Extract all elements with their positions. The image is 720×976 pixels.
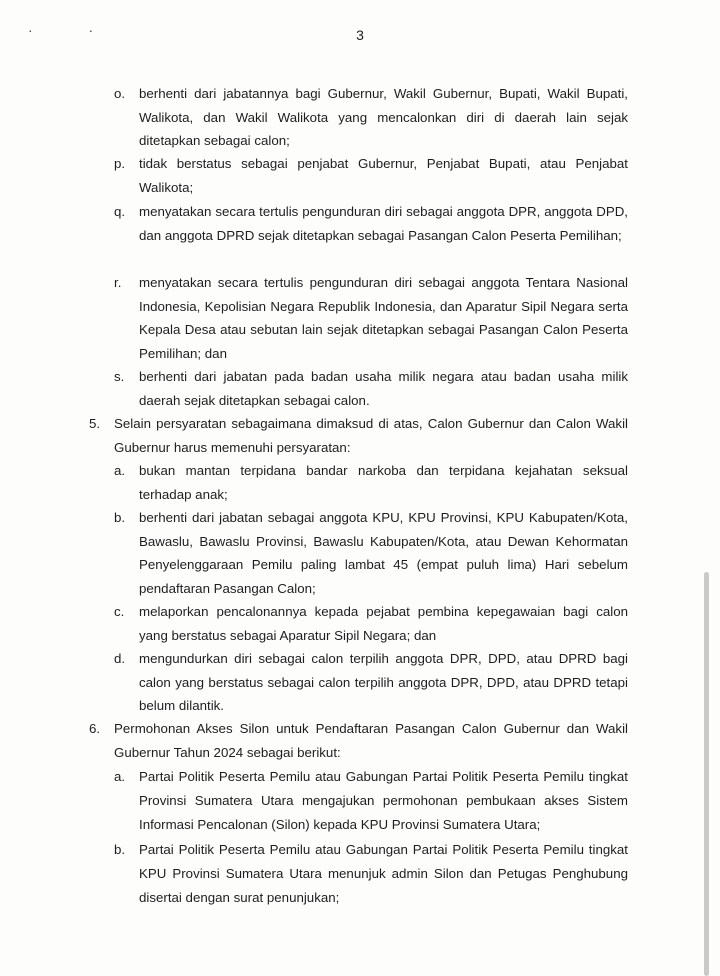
list-item-p bbox=[114, 152, 628, 199]
list-item-5c bbox=[114, 600, 628, 647]
list-item-text: tidak berstatus sebagai penjabat Gubernur, Penjabat Bupati, atau Penjabat Walikota; bbox=[139, 156, 628, 195]
list-item-text: melaporkan pencalonannya kepada pejabat pembina kepegawaian bagi calon yang berstatus sebagai Aparatur Sipil Negara; dan bbox=[139, 604, 628, 643]
top-dots: · · bbox=[28, 22, 120, 38]
list-item-text: bukan mantan terpidana bandar narkoba dan terpidana kejahatan seksual terhadap anak; bbox=[139, 463, 628, 502]
list-item-text: berhenti dari jabatannya bagi Gubernur, Wakil Gubernur, Bupati, Wakil Bupati, Walikota, dan Wakil Walikota yang mencalonkan diri di daerah lain sejak ditetapkan sebagai calon; bbox=[139, 86, 628, 148]
list-item-text: Partai Politik Peserta Pemilu atau Gabungan Partai Politik Peserta Pemilu tingkat Provinsi Sumatera Utara mengajukan permohonan pembukaan akses Sistem Informasi Pencalonan (Silon) kepada KPU Provinsi Sumatera Utara; bbox=[139, 769, 628, 832]
list-marker: 6. bbox=[89, 721, 101, 736]
list-item-6a bbox=[114, 765, 628, 837]
list-item-text: menyatakan secara tertulis pengunduran diri sebagai anggota Tentara Nasional Indonesia, Kepolisian Negara Republik Indonesia, dan Aparatur Sipil Negara serta Kepala Desa atau sebutan lain sejak ditetapkan sebagai Pasangan Calon Peserta Pemilihan; dan bbox=[139, 275, 628, 361]
list-marker: o. bbox=[114, 86, 126, 101]
list-item-o bbox=[114, 82, 628, 153]
list-marker: a. bbox=[114, 463, 126, 478]
list-item-text: mengundurkan diri sebagai calon terpilih anggota DPR, DPD, atau DPRD bagi calon yang berstatus sebagai calon terpilih anggota DPR, DPD, atau DPRD tetapi belum dilantik. bbox=[139, 651, 628, 713]
list-marker: b. bbox=[114, 842, 126, 857]
list-item-text: Selain persyaratan sebagaimana dimaksud di atas, Calon Gubernur dan Calon Wakil Gubernur harus memenuhi persyaratan: bbox=[114, 416, 628, 455]
list-marker: q. bbox=[114, 204, 126, 219]
list-item-q bbox=[114, 200, 628, 247]
list-item-text: Partai Politik Peserta Pemilu atau Gabungan Partai Politik Peserta Pemilu tingkat KPU Provinsi Sumatera Utara menunjuk admin Silon dan Petugas Penghubung disertai dengan surat penunjukan; bbox=[139, 842, 628, 905]
list-item-r bbox=[114, 271, 628, 365]
list-marker: s. bbox=[114, 369, 125, 384]
list-item-5d bbox=[114, 647, 628, 718]
list-item-6b bbox=[114, 838, 628, 910]
list-item-text: Permohonan Akses Silon untuk Pendaftaran Pasangan Calon Gubernur dan Wakil Gubernur Tahun 2024 sebagai berikut: bbox=[114, 721, 628, 760]
list-marker: b. bbox=[114, 510, 126, 525]
scrollbar[interactable] bbox=[704, 572, 709, 976]
list-item-text: berhenti dari jabatan sebagai anggota KPU, KPU Provinsi, KPU Kabupaten/Kota, Bawaslu, Bawaslu Provinsi, Bawaslu Kabupaten/Kota, atau Dewan Kehormatan Penyelenggaraan Pemilu paling lambat 45 (empat puluh lima) Hari sebelum pendaftaran Pasangan Calon; bbox=[139, 510, 628, 596]
list-marker: a. bbox=[114, 769, 126, 784]
list-item-text: menyatakan secara tertulis pengunduran diri sebagai anggota DPR, anggota DPD, dan anggota DPRD sejak ditetapkan sebagai Pasangan Calon Peserta Pemilihan; bbox=[139, 204, 628, 243]
list-item-5a bbox=[114, 459, 628, 506]
list-item-6 bbox=[89, 717, 628, 764]
page-number: 3 bbox=[356, 27, 364, 43]
list-item-5 bbox=[89, 412, 628, 459]
list-marker: p. bbox=[114, 156, 126, 171]
list-marker: r. bbox=[114, 275, 122, 290]
list-marker: c. bbox=[114, 604, 125, 619]
list-item-5b bbox=[114, 506, 628, 600]
list-item-text: berhenti dari jabatan pada badan usaha milik negara atau badan usaha milik daerah sejak ditetapkan sebagai calon. bbox=[139, 369, 628, 408]
list-item-s bbox=[114, 365, 628, 412]
list-marker: d. bbox=[114, 651, 126, 666]
list-marker: 5. bbox=[89, 416, 101, 431]
